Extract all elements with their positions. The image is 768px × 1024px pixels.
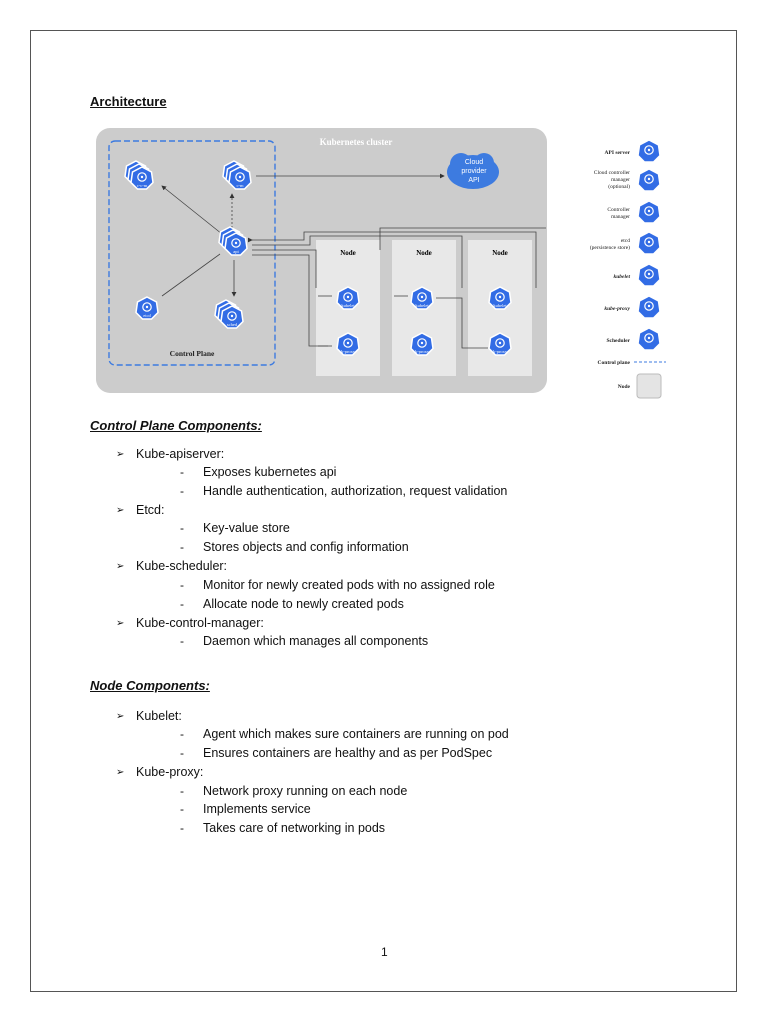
list-item: Kube-proxy: <box>136 765 204 779</box>
legend-k-proxy-icon <box>638 296 660 318</box>
cluster-title: Kubernetes cluster <box>319 137 393 147</box>
bullet-arrow-icon: ➢ <box>116 505 125 516</box>
svg-text:api: api <box>233 249 239 254</box>
architecture-heading: Architecture <box>90 94 167 109</box>
legend-etcd-icon <box>638 232 660 254</box>
list-item: Kube-apiserver: <box>136 447 225 461</box>
svg-text:sched: sched <box>226 322 238 327</box>
bullet-arrow-icon: ➢ <box>116 618 125 629</box>
svg-text:(persistence store): (persistence store) <box>589 245 630 251</box>
control-plane-label: Control Plane <box>169 349 215 358</box>
list-item: Key-value store <box>203 521 290 535</box>
svg-text:etcd: etcd <box>143 313 151 318</box>
svg-text:manager: manager <box>611 177 630 183</box>
bullet-arrow-icon: ➢ <box>116 711 125 722</box>
bullet-arrow-icon: ➢ <box>116 561 125 572</box>
page-number: 1 <box>381 945 388 959</box>
control-plane-heading: Control Plane Components: <box>90 418 262 433</box>
svg-text:Cloud: Cloud <box>464 159 484 166</box>
list-item: Daemon which manages all components <box>203 634 429 648</box>
dash-bullet: - <box>180 465 184 479</box>
svg-text:c-c-m: c-c-m <box>136 183 148 188</box>
legend-label: Scheduler <box>606 338 630 344</box>
list-item: Agent which makes sure containers are running on pod <box>203 727 509 741</box>
diagram-legend <box>552 134 672 404</box>
list-item: Kube-scheduler: <box>136 559 228 573</box>
legend-c-m-icon <box>638 201 660 223</box>
list-item: Stores objects and config information <box>203 540 409 554</box>
legend-label: etcd <box>620 238 630 244</box>
dash-bullet: - <box>180 802 184 816</box>
svg-text:k-proxy: k-proxy <box>492 349 508 354</box>
dash-bullet: - <box>180 578 184 592</box>
bullet-arrow-icon: ➢ <box>116 449 125 460</box>
list-item: Implements service <box>203 802 311 816</box>
list-item: Kube-control-manager: <box>136 616 264 630</box>
dash-bullet: - <box>180 821 184 835</box>
dash-bullet: - <box>180 484 184 498</box>
list-item: Exposes kubernetes api <box>203 465 337 479</box>
list-item: Kubelet: <box>136 709 182 723</box>
svg-text:k-proxy: k-proxy <box>340 349 356 354</box>
legend-label: Controller <box>607 207 630 213</box>
node-components-heading: Node Components: <box>90 678 210 693</box>
legend-sched-icon <box>638 328 660 350</box>
legend-kubelet-icon <box>638 264 660 286</box>
svg-text:kubelet: kubelet <box>493 303 507 308</box>
svg-text:manager: manager <box>611 214 630 220</box>
legend-label: Cloud controller <box>593 170 630 176</box>
dash-bullet: - <box>180 727 184 741</box>
svg-text:k-proxy: k-proxy <box>414 349 430 354</box>
dash-bullet: - <box>180 597 184 611</box>
list-item: Allocate node to newly created pods <box>203 597 404 611</box>
dash-bullet: - <box>180 746 184 760</box>
bullet-arrow-icon: ➢ <box>116 767 125 778</box>
legend-c-c-m-icon <box>638 169 660 191</box>
legend-label: API server <box>604 150 630 156</box>
list-item: Etcd: <box>136 503 165 517</box>
node-title: Node <box>416 249 432 257</box>
dash-bullet: - <box>180 540 184 554</box>
svg-text:c-m: c-m <box>236 183 244 188</box>
cloud-provider-api <box>447 153 499 189</box>
dash-bullet: - <box>180 784 184 798</box>
dash-bullet: - <box>180 521 184 535</box>
svg-text:API: API <box>468 177 480 184</box>
legend-label: kube-proxy <box>604 306 630 312</box>
svg-text:(optional): (optional) <box>608 184 630 190</box>
list-item: Monitor for newly created pods with no assigned role <box>203 578 495 592</box>
legend-label: kubelet <box>613 274 630 280</box>
legend-node-swatch <box>637 374 661 398</box>
list-item: Takes care of networking in pods <box>203 821 386 835</box>
svg-text:kubelet: kubelet <box>415 303 429 308</box>
list-item: Handle authentication, authorization, request validation <box>203 484 508 498</box>
svg-text:provider: provider <box>461 168 487 175</box>
list-item: Ensures containers are healthy and as per PodSpec <box>203 746 493 760</box>
node-title: Node <box>340 249 356 257</box>
legend-api-icon <box>638 140 660 162</box>
legend-control-plane-label: Control plane <box>597 360 630 366</box>
architecture-diagram <box>96 128 548 394</box>
dash-bullet: - <box>180 634 184 648</box>
legend-node-label: Node <box>617 384 630 390</box>
list-item: Network proxy running on each node <box>203 784 408 798</box>
svg-text:kubelet: kubelet <box>341 303 355 308</box>
node-title: Node <box>492 249 508 257</box>
